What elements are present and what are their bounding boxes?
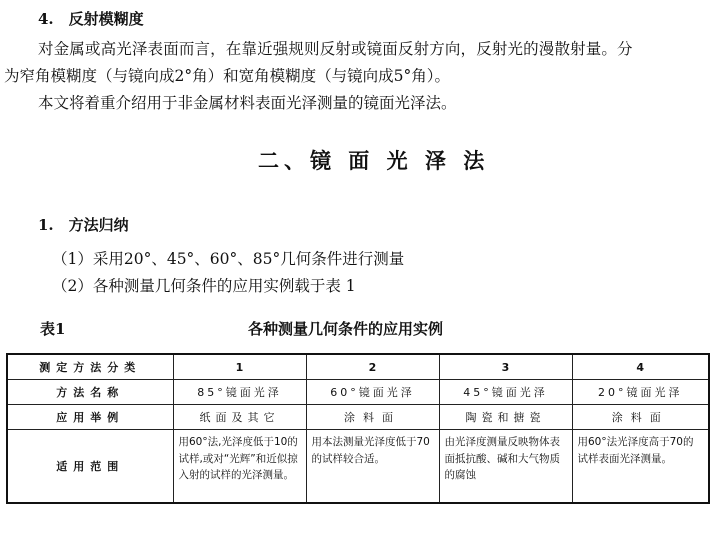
table-cell: 45°镜面光泽 [439, 380, 572, 405]
row-label-example: 应用举例 [7, 405, 173, 430]
row-label-scope: 适用范围 [7, 430, 173, 504]
method-heading: 1. 方法归纳 [38, 216, 129, 234]
table-cell: 陶瓷和搪瓷 [439, 405, 572, 430]
section-4-heading: 4. 反射模糊度 [38, 10, 144, 28]
method-item-2: （2）各种测量几何条件的应用实例载于表 1 [52, 277, 356, 295]
table-row [7, 405, 709, 430]
geometry-application-table [6, 353, 710, 504]
table-row [7, 430, 709, 504]
table-cell: 2 [306, 354, 439, 380]
row-label-method-name: 方法名称 [7, 380, 173, 405]
row-label-category: 测定方法分类 [7, 354, 173, 380]
table-row [7, 380, 709, 405]
table-cell: 由光泽度测量反映物体表面抵抗酸、碱和大气物质的腐蚀 [439, 430, 572, 504]
table-number: 表1 [40, 320, 66, 338]
table-cell: 纸面及其它 [173, 405, 306, 430]
chapter-title: 二、镜 面 光 泽 法 [258, 148, 490, 173]
table-cell: 用本法测量光泽度低于70的试样较合适。 [306, 430, 439, 504]
table-cell: 1 [173, 354, 306, 380]
method-item-1: （1）采用20°、45°、60°、85°几何条件进行测量 [52, 250, 405, 268]
paragraph-2: 本文将着重介绍用于非金属材料表面光泽测量的镜面光泽法。 [38, 94, 457, 112]
table-cell: 涂料面 [572, 405, 709, 430]
table-cell: 4 [572, 354, 709, 380]
table-cell: 3 [439, 354, 572, 380]
table-row [7, 354, 709, 380]
table-cell: 用60°法,光泽度低于10的试样,或对“光辉”和近似掠入射的试样的光泽测量。 [173, 430, 306, 504]
table-cell: 用60°法光泽度高于70的试样表面光泽测量。 [572, 430, 709, 504]
table-cell: 60°镜面光泽 [306, 380, 439, 405]
paragraph-1-line-2: 为窄角模糊度（与镜向成2°角）和宽角模糊度（与镜向成5°角）。 [4, 67, 450, 85]
table-cell: 20°镜面光泽 [572, 380, 709, 405]
table-cell: 85°镜面光泽 [173, 380, 306, 405]
paragraph-1-line-1: 对金属或高光泽表面而言，在靠近强规则反射或镜面反射方向，反射光的漫散射量。分 [38, 40, 633, 58]
table-caption: 各种测量几何条件的应用实例 [248, 320, 444, 338]
table-cell: 涂料面 [306, 405, 439, 430]
